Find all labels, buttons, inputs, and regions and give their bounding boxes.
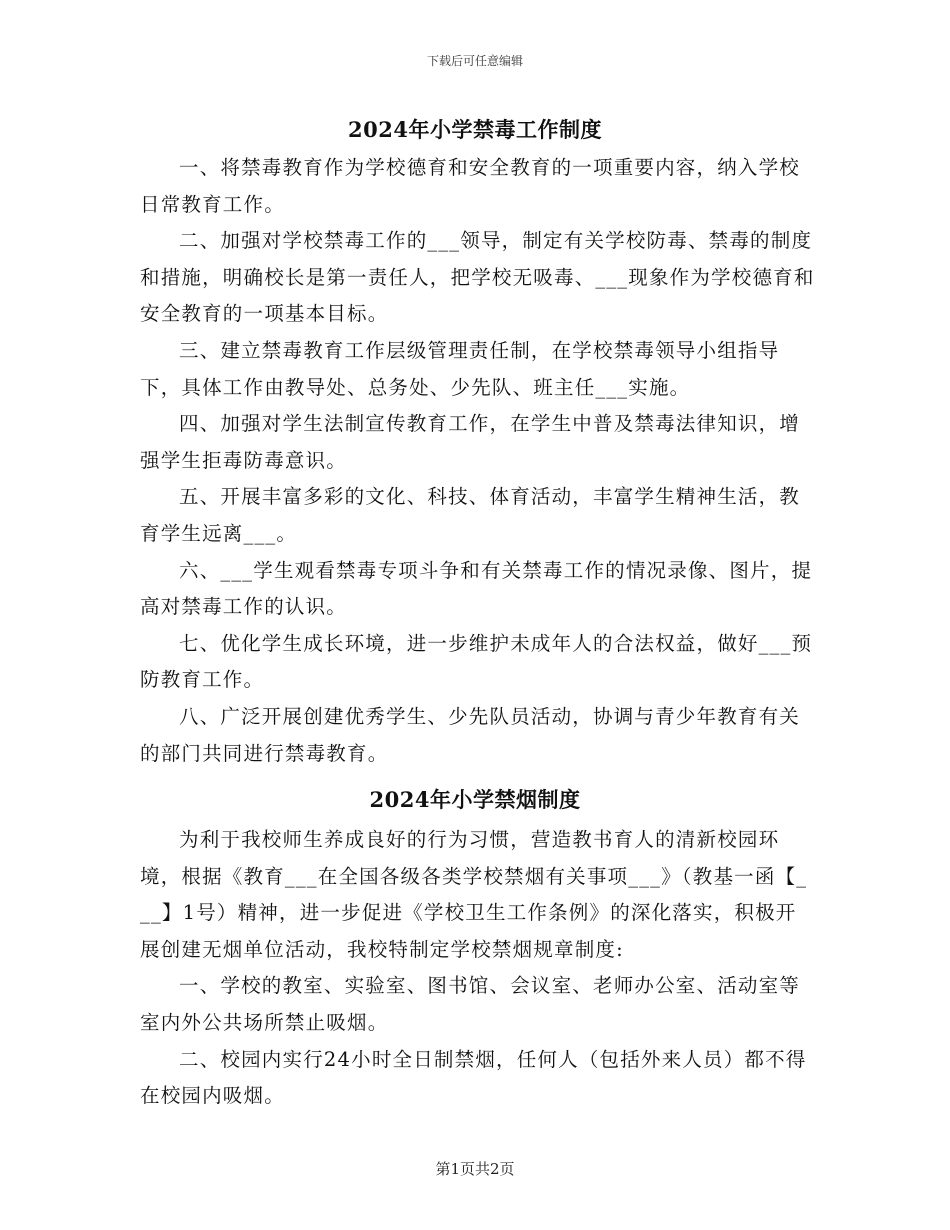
section-drug-prohibition [140, 150, 816, 772]
paragraph: 四、加强对学生法制宣传教育工作，在学生中普及禁毒法律知识，增强学生拒毒防毒意识。 [140, 412, 801, 472]
paragraph: 六、___学生观看禁毒专项斗争和有关禁毒工作的情况录像、图片，提高对禁毒工作的认识。 [140, 558, 813, 619]
paragraph: 二、校园内实行24小时全日制禁烟，任何人（包括外来人员）都不得在校园内吸烟。 [140, 1047, 807, 1108]
paragraph: 五、开展丰富多彩的文化、科技、体育活动，丰富学生精神生活，教育学生远离___。 [140, 485, 801, 545]
document-title-drug-prohibition: 2024年小学禁毒工作制度 [348, 117, 602, 142]
paragraph: 一、将禁毒教育作为学校德育和安全教育的一项重要内容，纳入学校日常教育工作。 [140, 156, 801, 216]
header-note: 下载后可任意编辑 [426, 54, 523, 68]
paragraph: 二、加强对学校禁毒工作的___领导，制定有关学校防毒、禁毒的制度和措施，明确校长是第一责任人，把学校无吸毒、___现象作为学校德育和安全教育的一项基本目标。 [140, 229, 815, 326]
paragraph: 八、广泛开展创建优秀学生、少先队员活动，协调与青少年教育有关的部门共同进行禁毒教育。 [140, 704, 801, 765]
paragraph: 七、优化学生成长环境，进一步维护未成年人的合法权益，做好___预防教育工作。 [140, 631, 813, 692]
paragraph: 三、建立禁毒教育工作层级管理责任制，在学校禁毒领导小组指导下，具体工作由教导处、总务处、少先队、班主任___实施。 [140, 338, 780, 399]
page-footer: 第1页共2页 [435, 1160, 515, 1178]
document-title-smoking-prohibition: 2024年小学禁烟制度 [369, 787, 581, 812]
section-smoking-prohibition [140, 822, 816, 1115]
paragraph: 一、学校的教室、实验室、图书馆、会议室、老师办公室、活动室等室内外公共场所禁止吸烟。 [140, 974, 801, 1034]
paragraph: 为利于我校师生养成良好的行为习惯，营造教书育人的清新校园环境，根据《教育___在全国各级各类学校禁烟有关事项___》（教基一函【___】1号）精神，进一步促进《学校卫生工作条例》的深化落实，积极开展创建无烟单位活动，我校特制定学校禁烟规章制度: [140, 828, 808, 961]
